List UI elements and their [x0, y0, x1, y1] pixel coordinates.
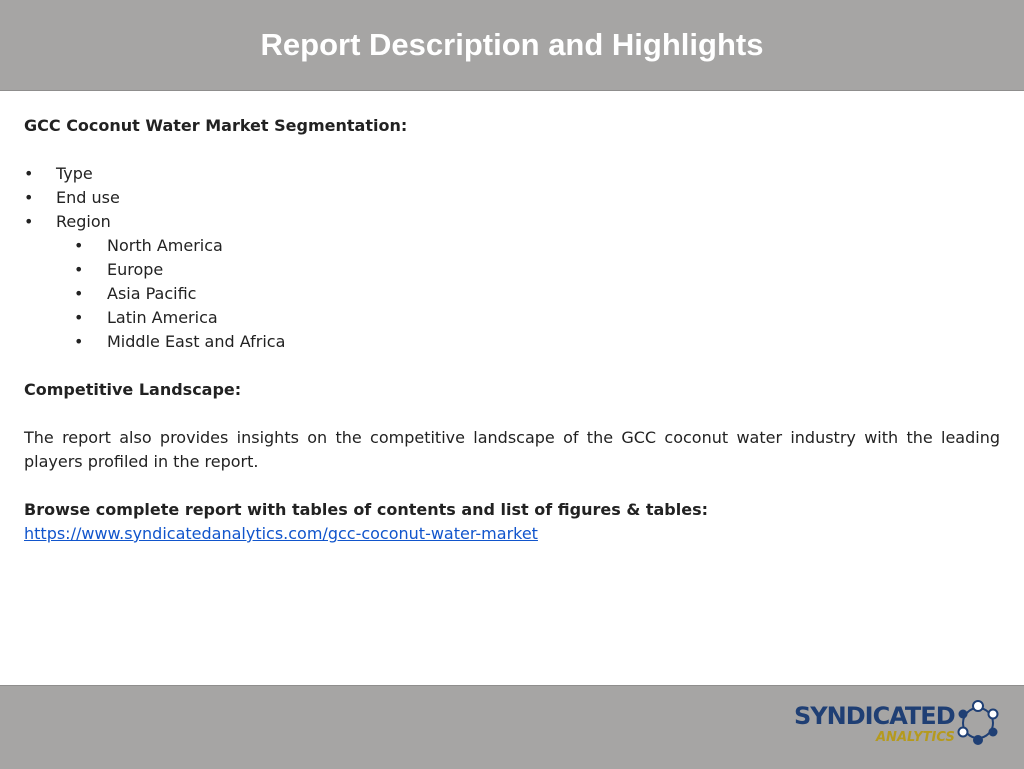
bullet-icon: • — [74, 332, 84, 351]
list-item-end-use — [24, 186, 1000, 210]
sub-list-item-label: Asia Pacific — [107, 284, 197, 303]
sub-list-item-label: Middle East and Africa — [107, 332, 286, 351]
competitive-paragraph: The report also provides insights on the competitive landscape of the GCC coconut water industry with the leading players profiled in the report. — [24, 428, 1000, 471]
sub-list-item-asia-pacific — [24, 282, 1000, 306]
bullet-icon: • — [24, 212, 34, 231]
list-item-label: End use — [56, 188, 120, 207]
title-bar — [0, 0, 1024, 91]
sub-list-item-label: Europe — [107, 260, 164, 279]
bullet-icon: • — [24, 164, 34, 183]
page-title: Report Description and Highlights — [260, 27, 764, 62]
list-item-label: Type — [56, 164, 93, 183]
list-item-label: Region — [56, 212, 111, 231]
logo-subtitle: ANALYTICS — [876, 730, 955, 745]
bullet-icon: • — [24, 188, 34, 207]
segmentation-heading: GCC Coconut Water Market Segmentation: — [24, 116, 408, 135]
logo-wordmark: SYNDICATED — [794, 702, 955, 730]
sub-list-item-label: North America — [107, 236, 223, 255]
footer-bar — [0, 685, 1024, 769]
syndicated-analytics-logo — [794, 700, 1000, 752]
report-content — [24, 114, 1000, 546]
bullet-icon: • — [74, 236, 84, 255]
bullet-icon: • — [74, 260, 84, 279]
bullet-icon: • — [74, 308, 84, 327]
bullet-icon: • — [74, 284, 84, 303]
sub-list-item-north-america — [24, 234, 1000, 258]
browse-heading: Browse complete report with tables of contents and list of figures & tables: — [24, 500, 708, 519]
list-item-region — [24, 210, 1000, 234]
network-circle-icon — [956, 700, 1000, 746]
sub-list-item-latin-america — [24, 306, 1000, 330]
sub-list-item-middle-east-africa — [24, 330, 1000, 354]
list-item-type — [24, 162, 1000, 186]
competitive-heading: Competitive Landscape: — [24, 380, 242, 399]
sub-list-item-label: Latin America — [107, 308, 218, 327]
report-link[interactable]: https://www.syndicatedanalytics.com/gcc-coconut-water-market — [24, 524, 538, 543]
sub-list-item-europe — [24, 258, 1000, 282]
